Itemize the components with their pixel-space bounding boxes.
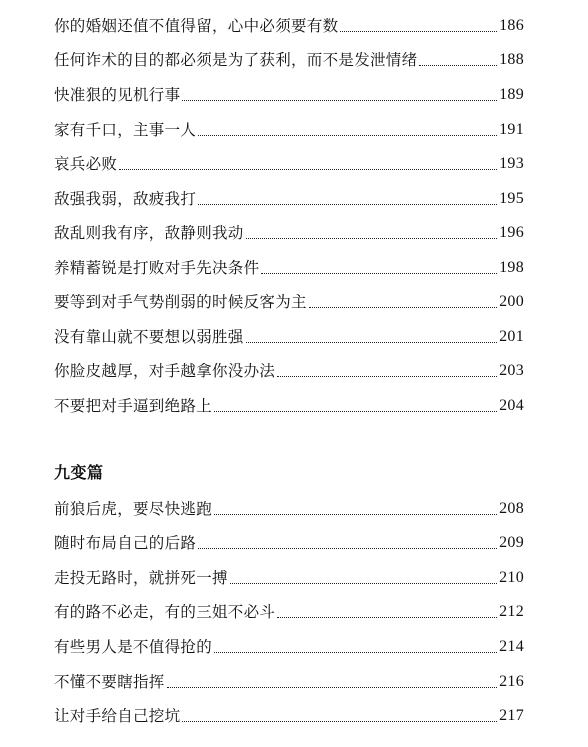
toc-entry-page: 203: [499, 362, 524, 379]
dot-leader: [230, 583, 497, 584]
toc-entry-page: 191: [499, 121, 524, 138]
toc-entry-page: 200: [499, 293, 524, 310]
toc-entry[interactable]: [54, 702, 524, 726]
toc-entry-title: 有些男人是不值得抢的: [54, 638, 213, 656]
toc-entry[interactable]: [54, 668, 524, 692]
toc-entry[interactable]: [54, 598, 524, 622]
toc-entry-title: 让对手给自己挖坑: [54, 707, 181, 725]
toc-entry-title: 前狼后虎，要尽快逃跑: [54, 500, 213, 518]
toc-entry-page: 217: [499, 707, 524, 724]
dot-leader: [198, 548, 497, 549]
toc-entry-title: 快准狠的见机行事: [54, 86, 181, 104]
toc-entry-page: 196: [499, 224, 524, 241]
toc-entry-title: 没有靠山就不要想以弱胜强: [54, 328, 244, 346]
toc-entry[interactable]: [54, 495, 524, 519]
toc-entry-page: 212: [499, 603, 524, 620]
toc-entry-title: 不要把对手逼到绝路上: [54, 397, 213, 415]
dot-leader: [419, 65, 497, 66]
dot-leader: [119, 169, 497, 170]
toc-entry-page: 193: [499, 155, 524, 172]
toc-entry[interactable]: [54, 254, 524, 278]
toc-entry-page: 214: [499, 638, 524, 655]
toc-entry[interactable]: [54, 392, 524, 416]
dot-leader: [198, 135, 497, 136]
dot-leader: [214, 514, 497, 515]
toc-entry-page: 216: [499, 673, 524, 690]
toc-entry-title: 哀兵必败: [54, 155, 118, 173]
dot-leader: [277, 617, 497, 618]
dot-leader: [309, 307, 497, 308]
dot-leader: [182, 100, 497, 101]
toc-entry[interactable]: [54, 46, 524, 70]
dot-leader: [246, 238, 497, 239]
toc-entry[interactable]: [54, 288, 524, 312]
toc-entry-title: 任何诈术的目的都必须是为了获利，而不是发泄情绪: [54, 51, 418, 69]
toc-entry-page: 208: [499, 500, 524, 517]
dot-leader: [182, 721, 497, 722]
toc-entry[interactable]: [54, 633, 524, 657]
toc-entry[interactable]: [54, 219, 524, 243]
toc-entry-title: 有的路不必走，有的三姐不必斗: [54, 603, 276, 621]
toc-entry-title: 养精蓄锐是打败对手先决条件: [54, 259, 260, 277]
toc-entry-page: 195: [499, 190, 524, 207]
dot-leader: [198, 204, 497, 205]
toc-entry[interactable]: [54, 529, 524, 553]
toc-entry-title: 你脸皮越厚，对手越拿你没办法: [54, 362, 276, 380]
toc-entry-title: 你的婚姻还值不值得留，心中必须要有数: [54, 17, 339, 35]
toc-entry[interactable]: [54, 564, 524, 588]
dot-leader: [214, 652, 497, 653]
toc-entry-title: 家有千口，主事一人: [54, 121, 197, 139]
toc-entry-title: 随时布局自己的后路: [54, 534, 197, 552]
toc-entry-page: 209: [499, 534, 524, 551]
dot-leader: [261, 273, 497, 274]
toc-entry-page: 188: [499, 51, 524, 68]
dot-leader: [340, 31, 497, 32]
toc-entry-title: 敌乱则我有序，敌静则我动: [54, 224, 244, 242]
toc-entry[interactable]: [54, 116, 524, 140]
toc-entry[interactable]: [54, 185, 524, 209]
toc-entry-page: 201: [499, 328, 524, 345]
dot-leader: [167, 687, 497, 688]
toc-entry-page: 198: [499, 259, 524, 276]
toc-entry[interactable]: [54, 12, 524, 36]
toc-entry-page: 189: [499, 86, 524, 103]
section-heading: 九变篇: [54, 463, 104, 482]
toc-entry-page: 210: [499, 569, 524, 586]
toc-entry-title: 不懂不要瞎指挥: [54, 673, 165, 691]
toc-entry-title: 走投无路时，就拼死一搏: [54, 569, 228, 587]
dot-leader: [214, 411, 497, 412]
toc-entry[interactable]: [54, 323, 524, 347]
toc-entry-page: 204: [499, 397, 524, 414]
dot-leader: [277, 376, 497, 377]
toc-entry-page: 186: [499, 17, 524, 34]
dot-leader: [246, 342, 497, 343]
toc-entry[interactable]: [54, 81, 524, 105]
toc-entry[interactable]: [54, 357, 524, 381]
toc-entry-title: 敌强我弱，敌疲我打: [54, 190, 197, 208]
toc-entry[interactable]: [54, 150, 524, 174]
toc-entry-title: 要等到对手气势削弱的时候反客为主: [54, 293, 307, 311]
